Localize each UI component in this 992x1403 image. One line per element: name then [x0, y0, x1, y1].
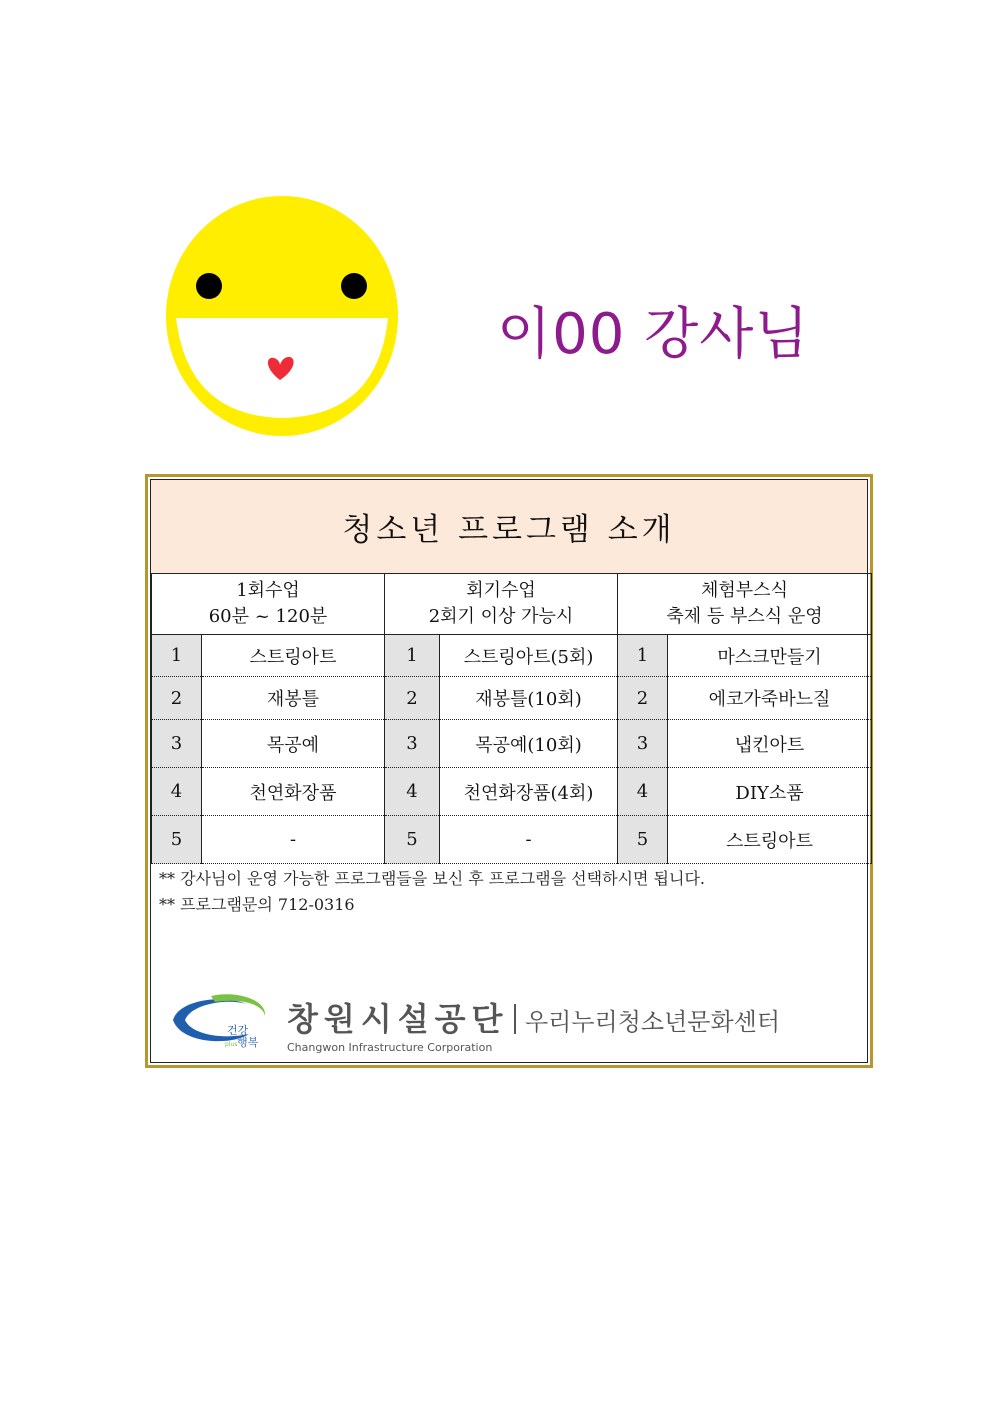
row-number: 2 — [385, 677, 440, 720]
program-cell: 천연화장품(4회) — [440, 768, 618, 816]
table-row — [152, 768, 872, 816]
row-number: 5 — [152, 816, 202, 864]
program-cell: 재봉틀(10회) — [440, 677, 618, 720]
smiley-face-illustration — [164, 194, 400, 438]
column-header-label: 체험부스식 — [701, 580, 788, 601]
logo-org-english: Changwon Infrastructure Corporation — [287, 1041, 493, 1054]
column-header-sub: 60분 ~ 120분 — [208, 606, 328, 627]
table-row — [152, 635, 872, 677]
row-number: 3 — [385, 720, 440, 768]
row-number: 3 — [152, 720, 202, 768]
program-card-inner — [150, 479, 868, 1063]
column-header-sub: 축제 등 부스식 운영 — [666, 606, 823, 627]
note-line: ** 강사님이 운영 가능한 프로그램들을 보신 후 프로그램을 선택하시면 됩니다. — [159, 869, 705, 888]
column-header-sessions — [385, 574, 618, 635]
program-cell: 스트링아트 — [668, 816, 872, 864]
program-cell: 스트링아트 — [202, 635, 385, 677]
column-header-single — [152, 574, 385, 635]
program-card — [145, 474, 873, 1068]
table-row — [152, 816, 872, 864]
row-number: 2 — [618, 677, 668, 720]
table-row — [152, 720, 872, 768]
logo-slogan-bottom: 행복 — [237, 1036, 259, 1049]
table-row — [152, 677, 872, 720]
left-eye — [196, 273, 222, 299]
column-header-label: 1회수업 — [236, 580, 300, 601]
notes — [159, 866, 705, 918]
program-cell: 스트링아트(5회) — [440, 635, 618, 677]
program-cell: 마스크만들기 — [668, 635, 872, 677]
column-header-booth — [618, 574, 872, 635]
program-cell: DIY소품 — [668, 768, 872, 816]
program-cell: 재봉틀 — [202, 677, 385, 720]
instructor-name: 이00 강사님 — [497, 302, 810, 367]
right-eye — [341, 273, 367, 299]
program-cell: 에코가죽바느질 — [668, 677, 872, 720]
logo-slogan-mid: plus — [225, 1041, 238, 1048]
column-header-label: 회기수업 — [466, 580, 536, 601]
program-cell: 목공예(10회) — [440, 720, 618, 768]
row-number: 3 — [618, 720, 668, 768]
row-number: 1 — [618, 635, 668, 677]
program-table — [151, 573, 872, 864]
row-number: 5 — [618, 816, 668, 864]
column-header-sub: 2회기 이상 가능시 — [428, 606, 574, 627]
program-cell: - — [440, 816, 618, 864]
row-number: 5 — [385, 816, 440, 864]
program-cell: 천연화장품 — [202, 768, 385, 816]
program-cell: 목공예 — [202, 720, 385, 768]
program-cell: 냅킨아트 — [668, 720, 872, 768]
row-number: 4 — [618, 768, 668, 816]
program-cell: - — [202, 816, 385, 864]
row-number: 2 — [152, 677, 202, 720]
table-header-row — [152, 574, 872, 635]
row-number: 1 — [152, 635, 202, 677]
row-number: 4 — [385, 768, 440, 816]
logo-center-name: 우리누리청소년문화센터 — [525, 1008, 781, 1036]
logo-org-name: 창원시설공단 — [287, 1000, 509, 1038]
row-number: 1 — [385, 635, 440, 677]
row-number: 4 — [152, 768, 202, 816]
logo-slogan-top: 건강 — [227, 1024, 249, 1037]
organization-logo — [171, 990, 861, 1056]
note-line: ** 프로그램문의 712-0316 — [159, 895, 355, 914]
program-title: 청소년 프로그램 소개 — [151, 480, 867, 574]
logo-emblem-icon — [173, 994, 265, 1041]
